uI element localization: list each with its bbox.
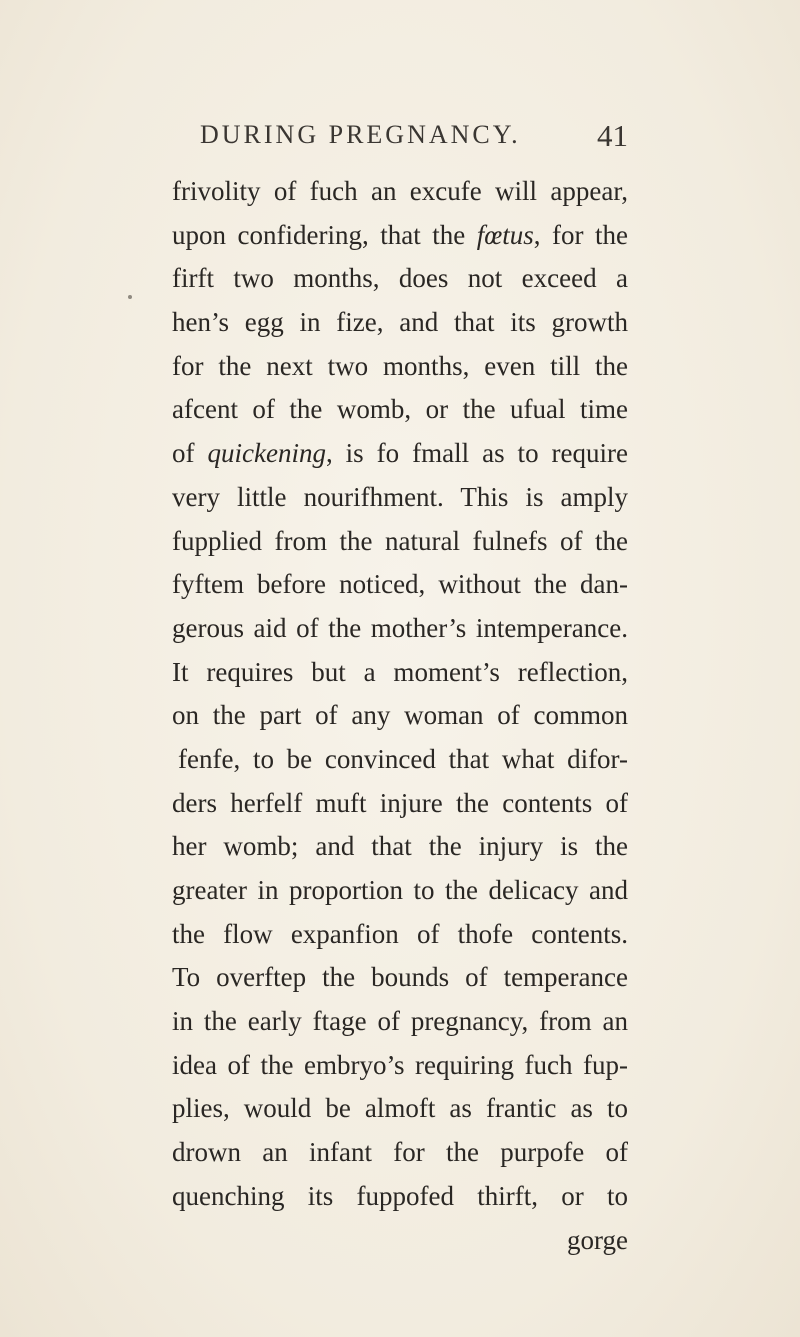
body-text (172, 170, 628, 1262)
text-line: fyftem before noticed, without the dan- (172, 569, 628, 600)
text-line: greater in proportion to the delicacy and (172, 875, 628, 905)
text-line: in the early ftage of pregnancy, from an (172, 1006, 628, 1037)
italic-term: fœtus (476, 219, 534, 250)
text-line: idea of the embryo’s requiring fuch fup- (172, 1049, 628, 1080)
text-line: ders herfelf muft injure the contents of (172, 787, 628, 818)
catchword: gorge (567, 1224, 628, 1255)
text-line: for the next two months, even till the (172, 350, 628, 381)
text-line: It requires but a moment’s reflection, (172, 656, 628, 687)
text-line: fenfe, to be convinced that what difor- (178, 743, 628, 774)
text-line: plies, would be almoft as frantic as to (172, 1093, 628, 1124)
text-line: afcent of the womb, or the ufual time (172, 394, 628, 425)
italic-term: quickening (207, 438, 326, 469)
text-line: very little nourifhment. This is amply (172, 481, 628, 512)
text-line: fupplied from the natural fulnefs of the (172, 525, 628, 556)
text-line: gerous aid of the mother’s intemperance. (172, 612, 628, 643)
text-line: upon confidering, that the fœtus, for the (172, 219, 628, 250)
text-line: her womb; and that the injury is the (172, 831, 628, 862)
page-header (200, 118, 628, 162)
text-line: of quickening, is fo fmall as to require (172, 438, 628, 469)
text-line: on the part of any woman of common (172, 700, 628, 731)
text-line: To overftep the bounds of temperance (172, 962, 628, 993)
page-number: 41 (597, 118, 628, 153)
text-line: hen’s egg in fize, and that its growth (172, 307, 628, 338)
ink-speck (128, 295, 132, 299)
running-head: DURING PREGNANCY. (200, 120, 521, 149)
text-line: drown an infant for the purpofe of (172, 1137, 628, 1168)
text-line: quenching its fuppofed thirft, or to (172, 1180, 628, 1211)
text-line: firft two months, does not exceed a (172, 263, 628, 294)
text-line: frivolity of fuch an excufe will appear, (172, 176, 628, 206)
text-line: the flow expanfion of thofe contents. (172, 918, 628, 949)
